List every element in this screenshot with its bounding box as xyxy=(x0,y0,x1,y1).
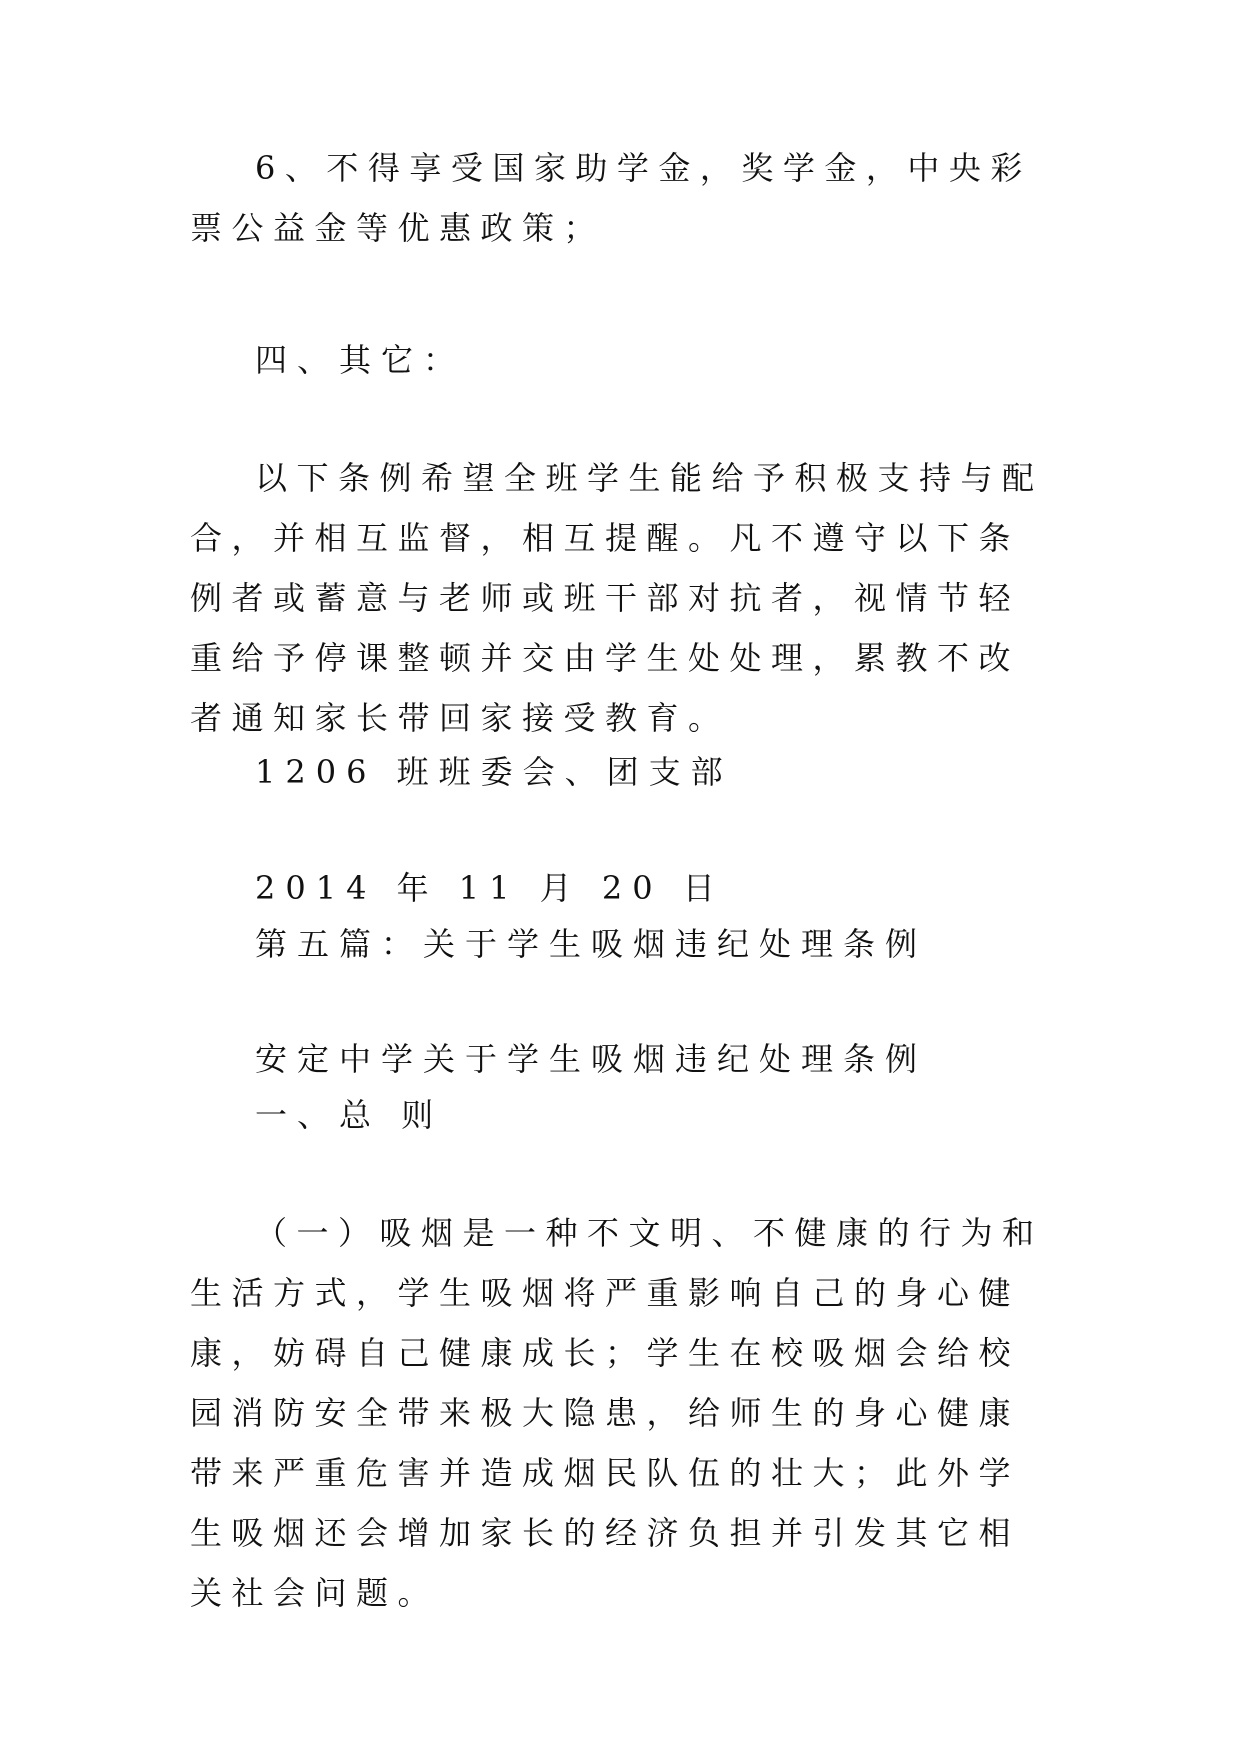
paragraph-general-1: （一）吸烟是一种不文明、不健康的行为和生活方式，学生吸烟将严重影响自己的身心健康，妨碍自己健康成长；学生在校吸烟会给校园消防安全带来极大隐患，给师生的身心健康带来严重危害并造成烟民队伍的壮大；此外学生吸烟还会增加家长的经济负担并引发其它相关社会问题。 xyxy=(190,1214,1044,1612)
date: 2014 年 11 月 20 日 xyxy=(255,869,725,907)
paragraph-rules: 以下条例希望全班学生能给予积极支持与配合，并相互监督，相互提醒。凡不遵守以下条例者或蓄意与老师或班干部对抗者，视情节轻重给予停课整顿并交由学生处处理，累教不改者通知家长带回家接受教育。 xyxy=(190,459,1044,737)
chapter-title: 第五篇：关于学生吸烟违纪处理条例 xyxy=(255,925,928,963)
signature: 1206 班班委会、团支部 xyxy=(255,753,733,791)
heading-other: 四、其它： xyxy=(255,341,466,379)
paragraph-item-6: 6、不得享受国家助学金，奖学金，中央彩票公益金等优惠政策； xyxy=(190,149,1032,247)
document-title: 安定中学关于学生吸烟违纪处理条例 xyxy=(255,1040,928,1078)
section-general: 一、总 则 xyxy=(255,1096,444,1134)
